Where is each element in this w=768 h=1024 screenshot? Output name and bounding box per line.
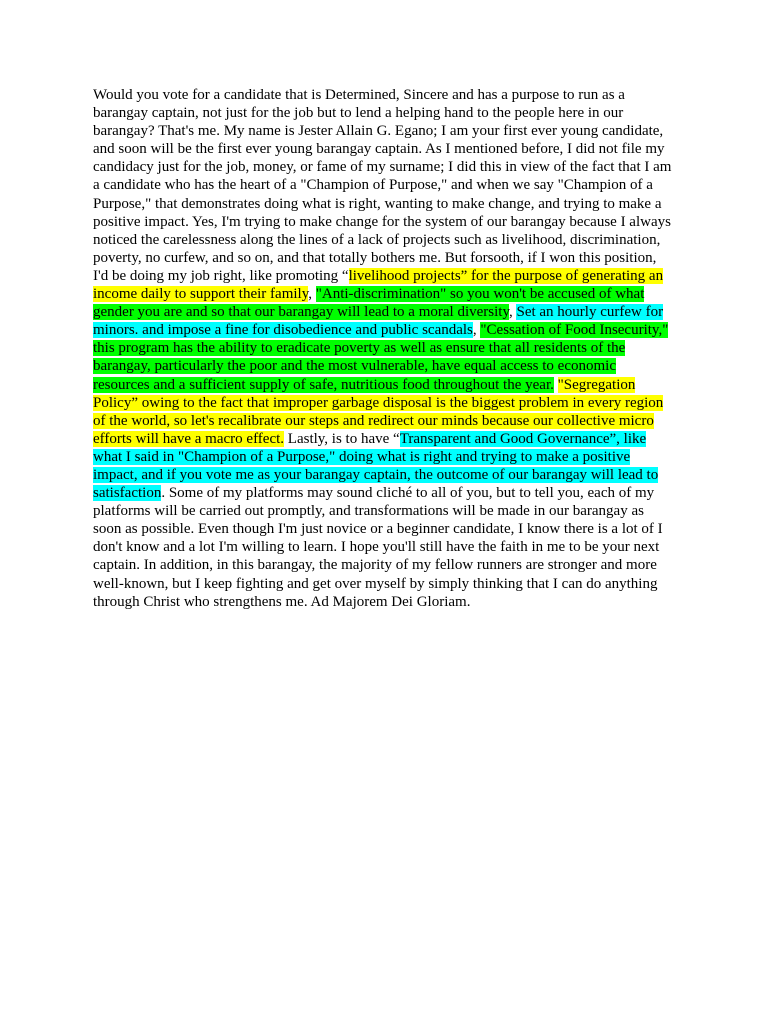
highlight-livelihood-projects: livelihood projects” for the purpose of generating an income daily to support their family	[93, 267, 664, 303]
campaign-paragraph	[93, 86, 675, 611]
text-segment: ,	[472, 322, 481, 339]
text-segment: Lastly, is to have “	[284, 430, 400, 447]
highlight-anti-discrimination: "Anti-discrimination" so you won't be accused of what gender you are and so that our barangay will lead to a moral diversity	[93, 286, 645, 321]
highlight-segregation-policy: "Segregation Policy” owing to the fact that improper garbage disposal is the biggest problem in every region of the world, so let's recalibrate our steps and redirect our minds because our collective micro efforts will have a macro effect.	[93, 376, 664, 447]
text-segment: . Some of my platforms may sound cliché to all of you, but to tell you, each of my platforms will be carried out promptly, and transformations will be made in our barangay as soon as possible. Even though I'm just novice or a beginner candidate, I know there is a lot of I don't know and a lot I'm willing to learn. I hope you'll still have the faith in me to be your next captain. In addition, in this barangay, the majority of my fellow runners are stronger and more well-known, but I keep fighting and get over myself by simply thinking that I can do anything through Christ who strengthens me. Ad Majorem Dei Gloriam.	[93, 485, 663, 610]
text-segment: ,	[508, 304, 517, 321]
highlight-good-governance: Transparent and Good Governance”, like what I said in "Champion of a Purpose," doing what is right and trying to make a positive impact, and if you vote me as your barangay captain, the outcome of our barangay will lead to satisfaction	[93, 430, 659, 502]
text-segment: ,	[308, 286, 316, 303]
text-segment: Would you vote for a candidate that is Determined, Sincere and has a purpose to run as a barangay captain, not just for the job but to lend a helping hand to the people here in our barangay? That's me. My name is Jester Allain G. Egano; I am your first ever young candidate, and soon will be the first ever young barangay captain. As I mentioned before, I did not file my candidacy just for the job, money, or fame of my surname; I did this in view of the fact that I am a candidate who has the heart of a "Champion of Purpose," and when we say "Champion of a Purpose," that demonstrates doing what is right, wanting to make change, and trying to make a positive impact. Yes, I'm trying to make change for the system of our barangay because I always noticed the carelessness along the lines of a lack of projects such as livelihood, discrimination, poverty, no curfew, and so on, and that totally bothers me. But forsooth, if I won this position, I'd be doing my job right, like promoting “	[93, 87, 672, 284]
highlight-food-insecurity: "Cessation of Food Insecurity," this program has the ability to eradicate poverty as well as ensure that all residents of the barangay, particularly the poor and the most vulnerable, have equal access to economic resources and a sufficient supply of safe, nutritious food throughout the year.	[93, 322, 669, 393]
highlight-curfew: Set an hourly curfew for minors. and impose a fine for disobedience and public scandals	[93, 304, 664, 339]
document-page	[93, 86, 675, 611]
